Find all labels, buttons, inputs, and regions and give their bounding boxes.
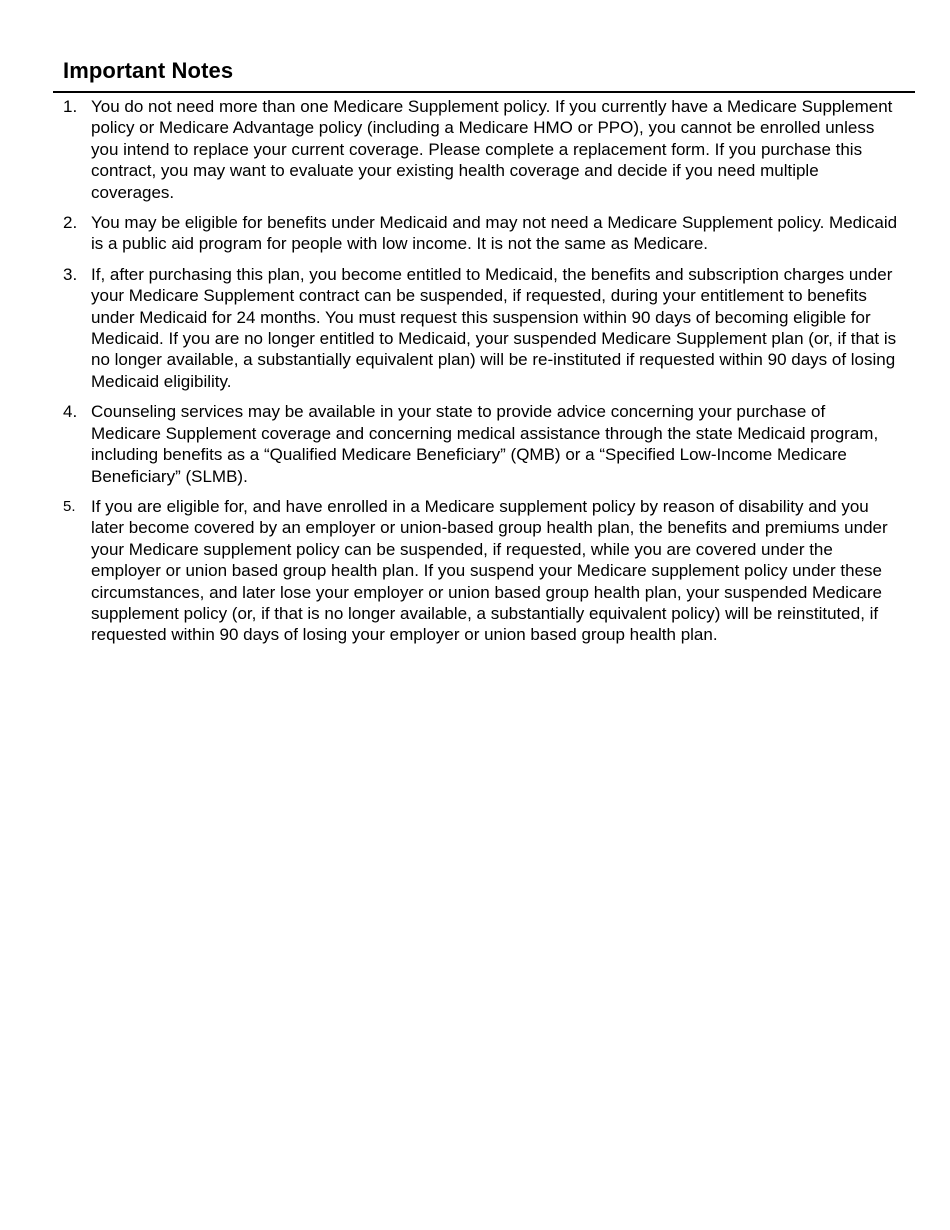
note-text: If you are eligible for, and have enrolled in a Medicare supplement policy by reason of disability and you later become covered by an employer or union-based group health plan, the benefits and premiums under your Medicare supplement policy can be suspended, if requested, while you are covered under the employer or union based group health plan. If you suspend your Medicare supplement policy under these circumstances, and later lose your employer or union based group health plan, your suspended Medicare supplement policy (or, if that is no longer available, a substantially equivalent policy) will be reinstituted, if requested within 90 days of losing your employer or union based group health plan. xyxy=(91,496,888,645)
note-number: 3. xyxy=(63,264,78,284)
note-text: You may be eligible for benefits under Medicaid and may not need a Medicare Supplement policy. Medicaid is a public aid program for people with low income. It is not the same as Medicare. xyxy=(91,213,898,254)
notes-list xyxy=(63,96,898,655)
note-item-2 xyxy=(63,212,898,255)
note-number: 4. xyxy=(63,402,78,422)
note-number: 2. xyxy=(63,213,78,233)
page-title: Important Notes xyxy=(63,58,234,83)
note-text: You do not need more than one Medicare Supplement policy. If you currently have a Medicare Supplement policy or Medicare Advantage policy (including a Medicare HMO or PPO), you cannot be enrolled unless you intend to replace your current coverage. Please complete a replacement form. If you purchase this contract, you may want to evaluate your existing health coverage and decide if you need multiple coverages. xyxy=(91,97,893,202)
note-item-1 xyxy=(63,96,898,203)
note-text: Counseling services may be available in your state to provide advice concerning your purchase of Medicare Supplement coverage and concerning medical assistance through the state Medicaid program, including benefits as a “Qualified Medicare Beneficiary” (QMB) or a “Specified Low-Income Medicare Beneficiary” (SLMB). xyxy=(91,402,879,486)
note-item-3 xyxy=(63,264,898,392)
note-text: If, after purchasing this plan, you become entitled to Medicaid, the benefits and subscription charges under your Medicare Supplement contract can be suspended, if requested, during your entitlement to benefits under Medicaid for 24 months. You must request this suspension within 90 days of becoming eligible for Medicaid. If you are no longer entitled to Medicaid, your suspended Medicare Supplement plan (or, if that is no longer available, a substantially equivalent plan) will be re-instituted if requested within 90 days of losing Medicaid eligibility. xyxy=(91,264,897,391)
note-number: 5. xyxy=(63,497,76,515)
note-item-5 xyxy=(63,496,898,646)
note-number: 1. xyxy=(63,97,78,116)
note-item-4 xyxy=(63,401,898,487)
heading-divider xyxy=(53,91,915,93)
